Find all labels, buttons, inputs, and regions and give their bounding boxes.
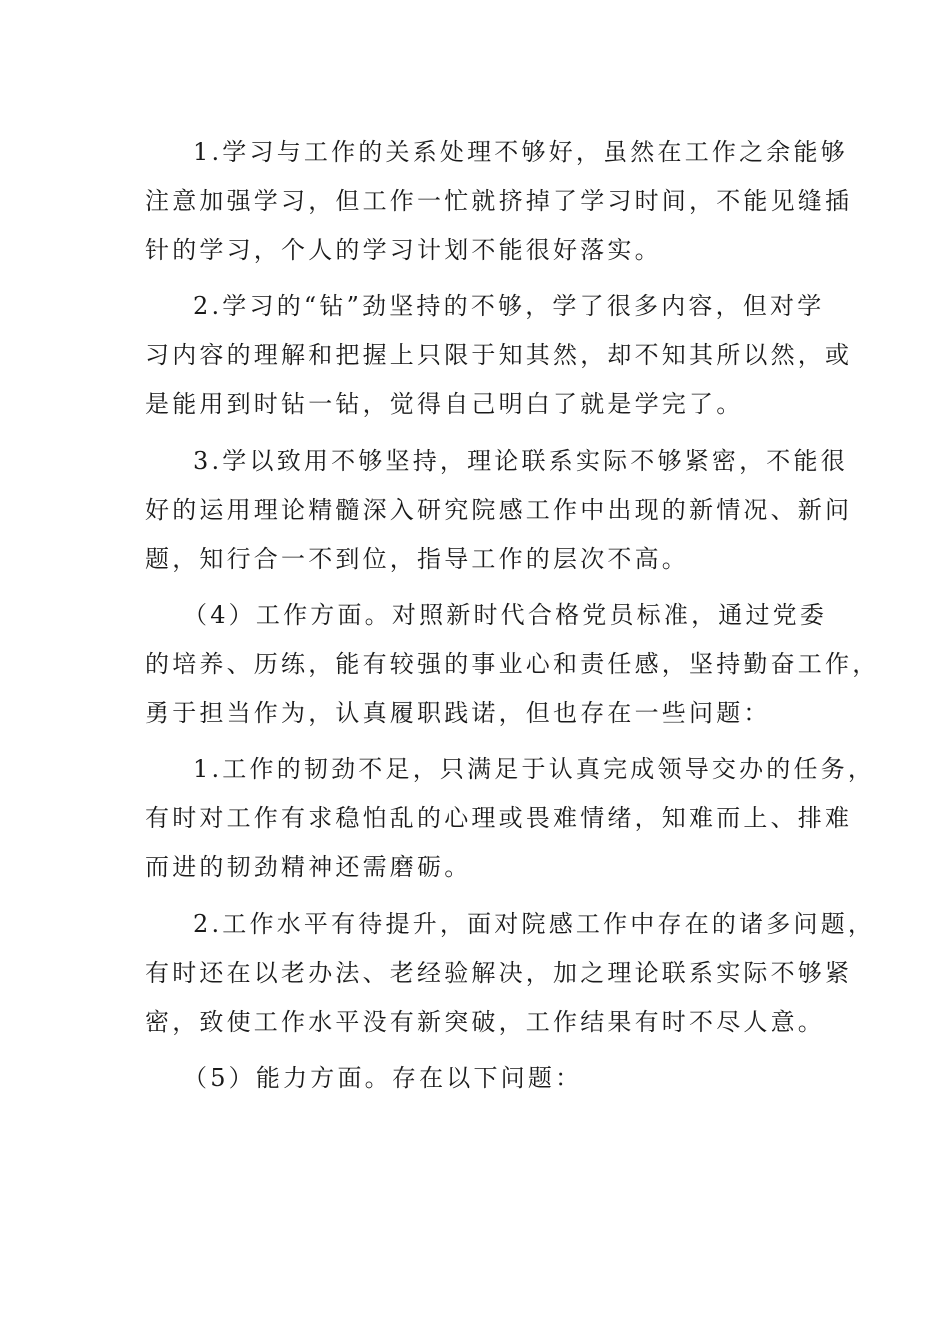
text-line: 3.学以致用不够坚持，理论联系实际不够紧密，不能很 bbox=[193, 447, 848, 475]
text-line: 是能用到时钻一钻，觉得自己明白了就是学完了。 bbox=[145, 390, 744, 418]
text-line: 有时还在以老办法、老经验解决，加之理论联系实际不够紧 bbox=[145, 959, 853, 987]
section-heading-line: （5）能力方面。存在以下问题： bbox=[183, 1064, 583, 1092]
text-line: 的培养、历练，能有较强的事业心和责任感，坚持勤奋工作， bbox=[145, 650, 880, 678]
text-line: 习内容的理解和把握上只限于知其然，却不知其所以然，或 bbox=[145, 341, 853, 369]
text-line: 注意加强学习，但工作一忙就挤掉了学习时间，不能见缝插 bbox=[145, 187, 853, 215]
text-line: 1.工作的韧劲不足，只满足于认真完成领导交办的任务， bbox=[193, 755, 876, 783]
text-line: 好的运用理论精髓深入研究院感工作中出现的新情况、新问 bbox=[145, 496, 853, 524]
text-line: 勇于担当作为，认真履职践诺，但也存在一些问题： bbox=[145, 699, 771, 727]
text-line: 2.学习的“钻”劲坚持的不够，学了很多内容，但对学 bbox=[193, 292, 825, 320]
section-heading-line: （4）工作方面。对照新时代合格党员标准，通过党委 bbox=[183, 601, 828, 629]
text-line: 密，致使工作水平没有新突破，工作结果有时不尽人意。 bbox=[145, 1008, 825, 1036]
text-line: 2.工作水平有待提升，面对院感工作中存在的诸多问题， bbox=[193, 910, 876, 938]
text-line: 而进的韧劲精神还需磨砺。 bbox=[145, 853, 472, 881]
text-line: 针的学习，个人的学习计划不能很好落实。 bbox=[145, 236, 662, 264]
text-line: 有时对工作有求稳怕乱的心理或畏难情绪，知难而上、排难 bbox=[145, 804, 853, 832]
text-line: 1.学习与工作的关系处理不够好，虽然在工作之余能够 bbox=[193, 138, 848, 166]
text-line: 题，知行合一不到位，指导工作的层次不高。 bbox=[145, 545, 689, 573]
